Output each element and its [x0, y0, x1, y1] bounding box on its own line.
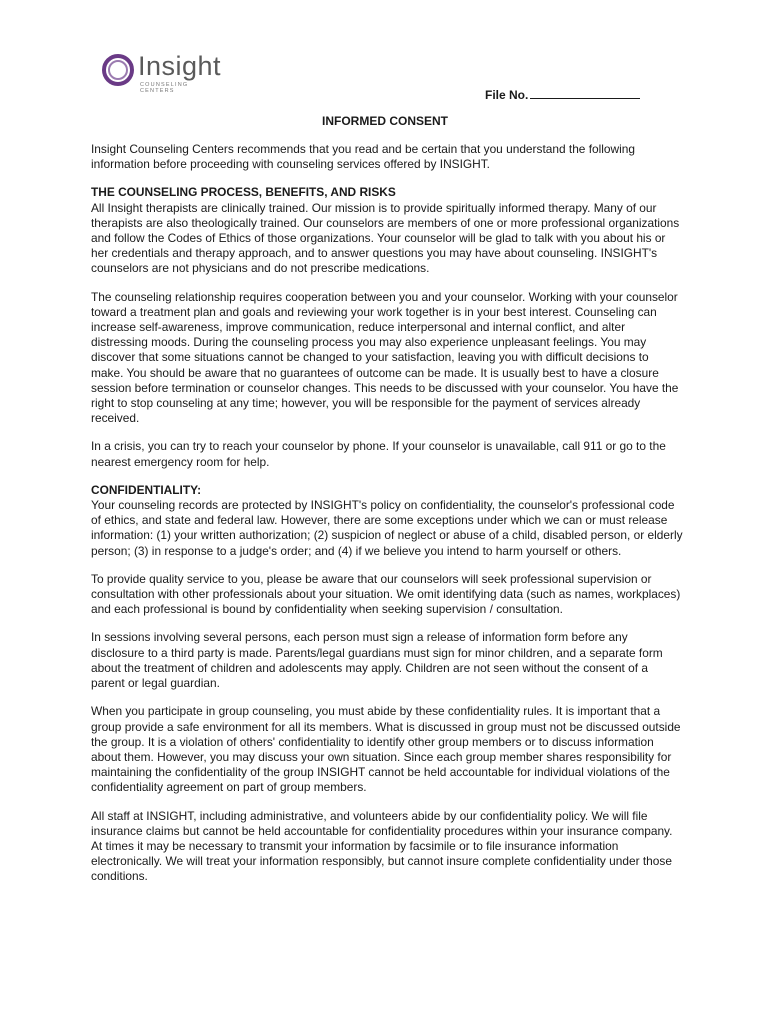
logo-wordmark: Insight: [138, 51, 222, 81]
section-heading-process: THE COUNSELING PROCESS, BENEFITS, AND RISKS: [91, 185, 396, 200]
intro-paragraph: Insight Counseling Centers recommends that you read and be certain that you understand the following information before proceeding with counseling services offered by INSIGHT.: [91, 142, 635, 172]
insight-logo: [100, 50, 240, 98]
paragraph: All Insight therapists are clinically trained. Our mission is to provide spiritually informed therapy. Many of our therapists are also theologically trained. Our counselors are members of one or more professional organizations and follow the Codes of Ethics of those organizations. Your counselor will be glad to talk with you about his or her credentials and therapy approach, and to answer questions you may have about counseling. INSIGHT's counselors are not physicians and do not prescribe medications.: [91, 200, 680, 276]
paragraph: In a crisis, you can try to reach your counselor by phone. If your counselor is unavailable, call 911 or go to the nearest emergency room for help.: [91, 439, 666, 469]
file-number-blank[interactable]: [530, 86, 640, 99]
paragraph: To provide quality service to you, please be aware that our counselors will seek professional supervision or consultation with other professionals about your situation. We omit identifying data (such as names, workplaces) and each professional is bound by confidentiality when seeking supervision / consultation.: [91, 571, 681, 617]
paragraph: When you participate in group counseling, you must abide by these confidentiality rules. It is important that a group provide a safe environment for all its members. What is discussed in group must not be discussed outside the group. It is a violation of others' confidentiality to identify other group members or to discuss information about them. However, you may discuss your own situation. Since each group member shares responsibility for maintaining the confidentiality of the group INSIGHT cannot be held accountable for individual violations of the confidentiality agreement on part of group members.: [91, 704, 681, 795]
paragraph: All staff at INSIGHT, including administrative, and volunteers abide by our confidentiality policy. We will file insurance claims but cannot be held accountable for confidentiality procedures within your insurance company. At times it may be necessary to transmit your information by facsimile or to file insurance information electronically. We will treat your information responsibly, but cannot insure complete confidentiality under those conditions.: [91, 808, 673, 884]
file-number-field: [485, 86, 640, 102]
document-title: INFORMED CONSENT: [322, 114, 448, 128]
section-heading-confidentiality: CONFIDENTIALITY:: [91, 482, 202, 497]
document-body: [91, 142, 683, 898]
logo-subtitle-2: CENTERS: [140, 88, 175, 94]
paragraph: Your counseling records are protected by INSIGHT's policy on confidentiality, the counselor's professional code of ethics, and state and federal law. However, there are some exceptions under which we can or must release information: (1) your written authorization; (2) suspicion of neglect or abuse of a child, disabled person, or elderly person; (3) in response to a judge's order; and (4) if we believe you intend to harm yourself or others.: [91, 498, 683, 558]
file-number-label: File No.: [485, 88, 529, 102]
paragraph: In sessions involving several persons, each person must sign a release of information form before any disclosure to a third party is made. Parents/legal guardians must sign for minor children, and a separate form about the treatment of children and adolescents may apply. Children are not seen without the consent of a parent or legal guardian.: [91, 630, 663, 691]
paragraph: The counseling relationship requires cooperation between you and your counselor. Working with your counselor toward a treatment plan and goals and reviewing your work together is in your best interest. Counseling can increase self-awareness, improve communication, reduce interpersonal and internal conflict, and alter distressing moods. During the counseling process you may also experience unpleasant feelings. You may discover that some situations cannot be changed to your satisfaction, leaving you with difficult decisions to make. You should be aware that no guarantees of outcome can be made. It is usually best to have a closure session before termination or counselor changes. This needs to be discussed with your counselor. You have the right to stop counseling at any time; however, you will be responsible for the payment of services already received.: [91, 289, 679, 426]
logo-ring-icon: [100, 52, 136, 88]
logo-subtitle-1: COUNSELING: [140, 82, 189, 88]
